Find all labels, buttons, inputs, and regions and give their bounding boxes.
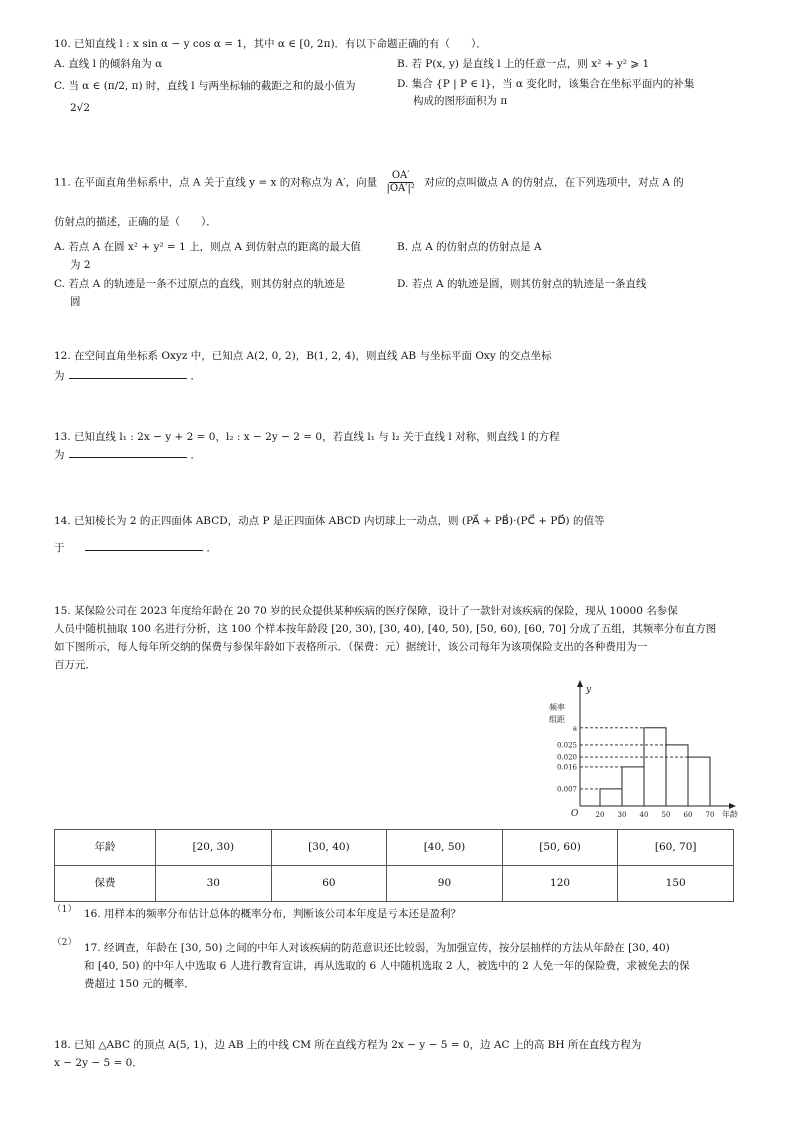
x-axis-label: 年龄 <box>722 810 738 819</box>
q10-stem: 10. 已知直线 l : x sin α − y cos α = 1，其中 α ∈ [0, 2π)．有以下命题正确的有（ ）． <box>54 38 487 50</box>
q13-answer-line <box>54 447 201 463</box>
q11-option-a-cont: 为 2 <box>70 259 91 271</box>
table-row-fees <box>55 866 734 902</box>
age-cell: [60, 70] <box>618 830 734 866</box>
q12-answer-line <box>54 368 201 384</box>
q15-line-2: 人员中随机抽取 100 名进行分析，这 100 个样本按年龄段 [20, 30), [30, 40), [40, 50), [50, 60), [60, 70] 分成了五组，其频率分布直方图 <box>54 623 717 635</box>
subquestion-2-tag: （2） <box>52 937 78 948</box>
x-axis-arrow <box>729 803 736 809</box>
age-cell: [30, 40) <box>271 830 387 866</box>
fee-cell: 120 <box>502 866 618 902</box>
q10-option-d[interactable]: D. 集合 {P | P ∈ l}，当 α 变化时，该集合在坐标平面内的补集 <box>397 78 695 90</box>
q13-suffix: ． <box>190 449 201 461</box>
q14-prefix: 于 <box>54 542 65 554</box>
origin-label: O <box>571 809 579 819</box>
q18-line-2: x − 2y − 5 = 0． <box>54 1057 143 1069</box>
q11-stem <box>54 170 684 195</box>
q15-line-1: 15. 某保险公司在 2023 年度给年龄在 20 70 岁的民众提供某种疾病的医疗保障，设计了一款针对该疾病的保险，现从 10000 名参保 <box>54 605 678 617</box>
y-tick-label: 0.020 <box>556 753 577 762</box>
histogram-bar <box>600 789 622 806</box>
y-axis-letter: y <box>586 685 592 695</box>
q11-option-c-cont: 圆 <box>70 296 81 308</box>
q12-stem: 12. 在空间直角坐标系 Oxyz 中，已知点 A(2, 0, 2)，B(1, 2, 4)，则直线 AB 与坐标平面 Oxy 的交点坐标 <box>54 350 552 362</box>
subquestion-1-tag: （1） <box>52 904 78 915</box>
q14-stem: 14. 已知棱长为 2 的正四面体 ABCD，动点 P 是正四面体 ABCD 内切球上一动点，则 (PA⃗ + PB⃗)·(PC⃗ + PD⃗) 的值等 <box>54 515 605 527</box>
row-header-age: 年龄 <box>55 830 156 866</box>
age-cell: [40, 50) <box>387 830 503 866</box>
fee-cell: 150 <box>618 866 734 902</box>
y-axis-label-line1: 频率 <box>549 703 565 712</box>
x-tick-label: 60 <box>683 811 693 819</box>
q11-vector-fraction <box>383 170 417 195</box>
q14-answer-line <box>54 540 217 556</box>
q17-line-1: 17. 经调查，年龄在 [30, 50) 之间的中年人对该疾病的防范意识还比较弱，为加强宣传，按分层抽样的方法从年龄在 [30, 40) <box>84 942 670 954</box>
row-header-fee: 保费 <box>55 866 156 902</box>
histogram-bar <box>666 745 688 806</box>
fee-cell: 60 <box>271 866 387 902</box>
x-tick-label: 20 <box>595 811 605 819</box>
q14-suffix: ． <box>206 542 217 554</box>
q16-text: 16. 用样本的频率分布估计总体的概率分布，判断该公司本年度是亏本还是盈利？ <box>84 908 462 920</box>
q11-option-d[interactable]: D. 若点 A 的轨迹是圆，则其仿射点的轨迹是一条直线 <box>397 278 647 290</box>
q11-stem-cont: 仿射点的描述，正确的是（ ）． <box>54 216 217 228</box>
q11-fraction-denominator: |OA′|² <box>386 183 415 194</box>
fee-cell: 90 <box>387 866 503 902</box>
q15-line-3: 如下图所示，每人每年所交纳的保费与参保年龄如下表格所示．（保费：元）据统计，该公司每年为该项保险支出的各种费用为一 <box>54 641 648 653</box>
q13-prefix: 为 <box>54 449 65 461</box>
age-cell: [50, 60) <box>502 830 618 866</box>
q15-line-4: 百万元． <box>54 659 96 671</box>
x-tick-label: 70 <box>705 811 715 819</box>
q10-option-b[interactable]: B. 若 P(x, y) 是直线 l 上的任意一点，则 x² + y² ⩾ 1 <box>397 58 650 70</box>
histogram-bar <box>644 728 666 806</box>
q10-option-a[interactable]: A. 直线 l 的倾斜角为 α <box>54 58 163 70</box>
fee-table <box>54 829 734 902</box>
q11-option-a[interactable]: A. 若点 A 在圆 x² + y² = 1 上，则点 A 到仿射点的距离的最大值 <box>54 241 361 253</box>
q11-fraction-numerator: OA′ <box>389 170 413 183</box>
table-row-ages <box>55 830 734 866</box>
y-tick-label: a <box>572 724 577 733</box>
y-axis-label-line2: 组距 <box>549 715 565 724</box>
x-tick-label: 50 <box>661 811 671 819</box>
x-tick-label: 30 <box>617 811 627 819</box>
q17-line-2: 和 [40, 50) 的中年人中选取 6 人进行教育宣讲，再从选取的 6 人中随机选取 2 人，被选中的 2 人免一年的保险费，求被免去的保 <box>84 960 690 972</box>
histogram-bar <box>622 767 644 806</box>
q13-answer-blank[interactable] <box>69 447 187 458</box>
frequency-histogram <box>540 676 740 824</box>
y-tick-label: 0.016 <box>556 763 577 772</box>
q10-option-c-cont: 2√2 <box>70 102 91 114</box>
q10-option-d-cont: 构成的图形面积为 π <box>413 95 508 107</box>
q13-stem: 13. 已知直线 l₁ : 2x − y + 2 = 0，l₂ : x − 2y − 2 = 0，若直线 l₁ 与 l₂ 关于直线 l 对称，则直线 l 的方程 <box>54 431 560 443</box>
fee-cell: 30 <box>156 866 272 902</box>
q11-option-b[interactable]: B. 点 A 的仿射点的仿射点是 A <box>397 241 542 253</box>
q18-line-1: 18. 已知 △ABC 的顶点 A(5, 1)，边 AB 上的中线 CM 所在直线方程为 2x − y − 5 = 0，边 AC 上的高 BH 所在直线方程为 <box>54 1039 642 1051</box>
y-tick-label: 0.025 <box>556 741 577 750</box>
q10-option-c[interactable]: C. 当 α ∈ (π/2, π) 时，直线 l 与两坐标轴的截距之和的最小值为 <box>54 80 356 92</box>
q12-prefix: 为 <box>54 370 65 382</box>
histogram-bar <box>688 757 710 806</box>
x-tick-label: 40 <box>639 811 649 819</box>
q14-answer-blank[interactable] <box>85 540 203 551</box>
q12-suffix: ． <box>190 370 201 382</box>
q17-line-3: 费超过 150 元的概率． <box>84 978 195 990</box>
q11-stem-part1: 11. 在平面直角坐标系中，点 A 关于直线 y = x 的对称点为 A′，向量 <box>54 176 378 189</box>
q11-option-c[interactable]: C. 若点 A 的轨迹是一条不过原点的直线，则其仿射点的轨迹是 <box>54 278 346 290</box>
y-tick-label: 0.007 <box>556 785 577 794</box>
q12-answer-blank[interactable] <box>69 368 187 379</box>
age-cell: [20, 30) <box>156 830 272 866</box>
q11-stem-part2: 对应的点叫做点 A 的仿射点，在下列选项中，对点 A 的 <box>424 176 684 189</box>
y-axis-arrow <box>577 680 583 687</box>
